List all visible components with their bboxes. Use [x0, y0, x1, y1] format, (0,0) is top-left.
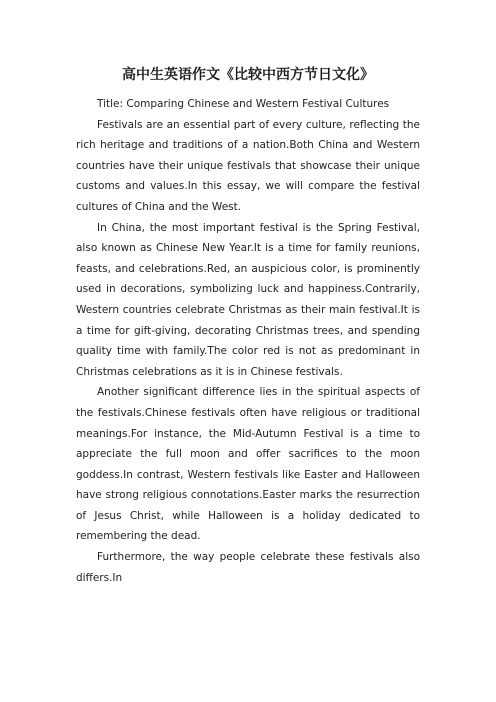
paragraph-celebration-ways: Furthermore, the way people celebrate these festivals also differs.In: [76, 551, 420, 584]
document-body: [76, 94, 420, 588]
document-title: 高中生英语作文《比较中西方节日文化》: [122, 67, 374, 83]
paragraph-intro: Festivals are an essential part of every culture, reflecting the rich heritage and traditions of a nation.Both China and Western countries have their unique festivals that showcase their unique customs and values.In this essay, we will compare the festival cultures of China and the West.: [76, 118, 420, 213]
paragraph-spiritual-aspects: Another significant difference lies in the spiritual aspects of the festivals.Chinese festivals often have religious or traditional meanings.For instance, the Mid-Autumn Festival is a time to appreciate the full moon and offer sacrifices to the moon goddess.In contrast, Western festivals like Easter and Halloween have strong religious connotations.Easter marks the resurrection of Jesus Christ, while Halloween is a holiday dedicated to remembering the dead.: [76, 386, 420, 543]
paragraph-spring-festival: In China, the most important festival is the Spring Festival, also known as Chinese New Year.It is a time for family reunions, feasts, and celebrations.Red, an auspicious color, is prominently used in decorations, symbolizing luck and happiness.Contrarily, Western countries celebrate Christmas as their main festival.It is a time for gift-giving, decorating Christmas trees, and spending quality time with family.The color red is not as predominant in Christmas celebrations as it is in Chinese festivals.: [76, 221, 420, 378]
paragraph-essay-title: Title: Comparing Chinese and Western Festival Cultures: [97, 98, 390, 110]
